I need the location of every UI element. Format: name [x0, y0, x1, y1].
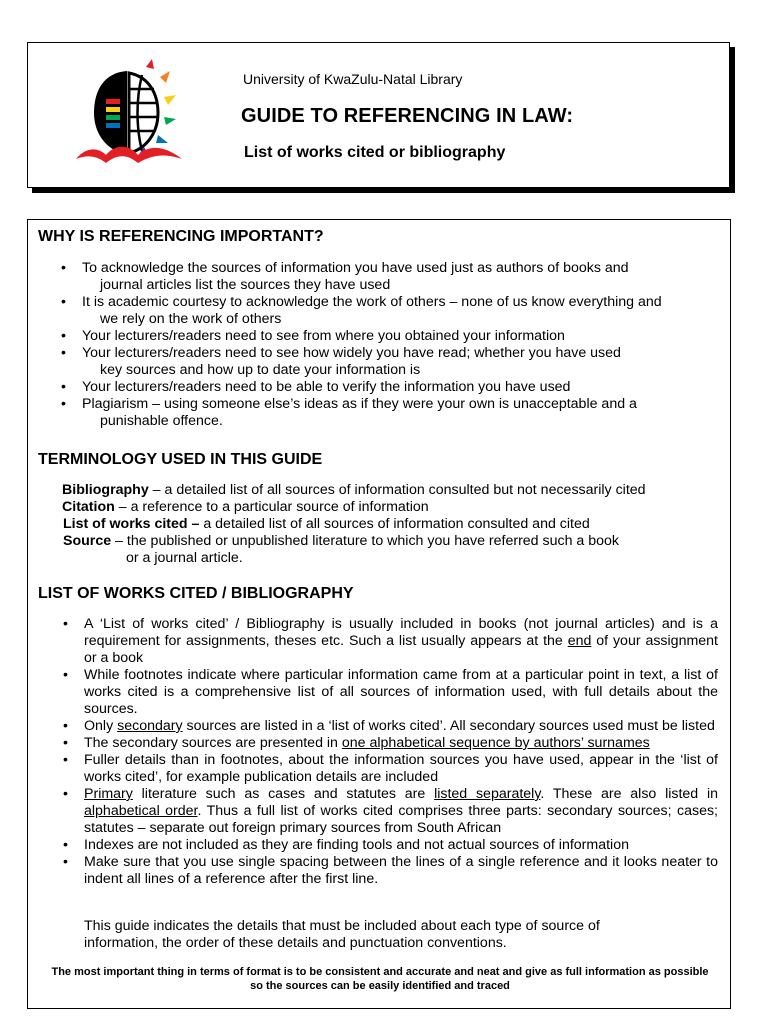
format-note: The most important thing in terms of format is to be consistent and accurate and neat and give as full information as possible so the sources can be easily identified and traced	[51, 966, 709, 992]
list-item: • A ‘List of works cited’ / Bibliography is usually included in books (not journal articles) and is a requirement for assignments, theses etc. Such a list usually appears at the end of your assignment or a book	[56, 616, 718, 667]
page-title: GUIDE TO REFERENCING IN LAW:	[241, 105, 574, 127]
guide-description: This guide indicates the details that must be included about each type of source of information, the order of these details and punctuation conventions.	[84, 918, 600, 951]
terminology-list	[62, 482, 646, 567]
list-item: • Fuller details than in footnotes, about the information sources you have used, appear in the ‘list of works cited’, for example publication details are included	[56, 752, 718, 786]
section-terminology-heading: TERMINOLOGY USED IN THIS GUIDE	[38, 451, 323, 468]
list-item: • It is academic courtesy to acknowledge the work of others – none of us know everything and we rely on the work of others	[54, 294, 724, 328]
list-item: • The secondary sources are presented in one alphabetical sequence by authors’ surnames	[56, 735, 718, 752]
org-name: University of KwaZulu-Natal Library	[243, 71, 463, 87]
main-content-box	[27, 219, 731, 1009]
term-row: Bibliography – a detailed list of all sources of information consulted but not necessarily cited	[62, 482, 646, 498]
list-item: • Your lecturers/readers need to be able to verify the information you have used	[54, 379, 724, 396]
term-row-continued: or a journal article.	[126, 550, 243, 566]
works-cited-list	[56, 616, 718, 888]
header-box	[27, 42, 730, 188]
list-item: • Plagiarism – using someone else’s ideas as if they were your own is unacceptable and a punishable offence.	[54, 396, 724, 430]
section-list-heading: LIST OF WORKS CITED / BIBLIOGRAPHY	[38, 585, 354, 602]
term-row: Citation – a reference to a particular source of information	[62, 499, 429, 515]
list-item: • Only secondary sources are listed in a ‘list of works cited’. All secondary sources used must be listed	[56, 718, 718, 735]
term-row: List of works cited – a detailed list of all sources of information consulted and cited	[63, 516, 590, 532]
term-row: Source – the published or unpublished literature to which you have referred such a book	[63, 533, 620, 549]
list-item: • Indexes are not included as they are finding tools and not actual sources of information	[56, 837, 718, 854]
list-item: • While footnotes indicate where particular information came from at a particular point in text, a list of works cited is a comprehensive list of all sources of information used, with full details about the sources.	[56, 667, 718, 718]
list-item: • To acknowledge the sources of information you have used just as authors of books and journal articles list the sources they have used	[54, 260, 724, 294]
list-item: • Primary literature such as cases and statutes are listed separately. These are also listed in alphabetical order. Thus a full list of works cited comprises three parts: secondary sources; cases; statutes – separate out foreign primary sources from South African	[56, 786, 718, 837]
why-list	[54, 260, 724, 430]
ukzn-logo-icon	[72, 59, 192, 171]
list-item: • Your lecturers/readers need to see from where you obtained your information	[54, 328, 724, 345]
section-why-heading: WHY IS REFERENCING IMPORTANT?	[38, 228, 324, 245]
list-item: • Make sure that you use single spacing between the lines of a single reference and it looks neater to indent all lines of a reference after the first line.	[56, 854, 718, 888]
page-subtitle: List of works cited or bibliography	[244, 144, 506, 161]
list-item: • Your lecturers/readers need to see how widely you have read; whether you have used key sources and how up to date your information is	[54, 345, 724, 379]
